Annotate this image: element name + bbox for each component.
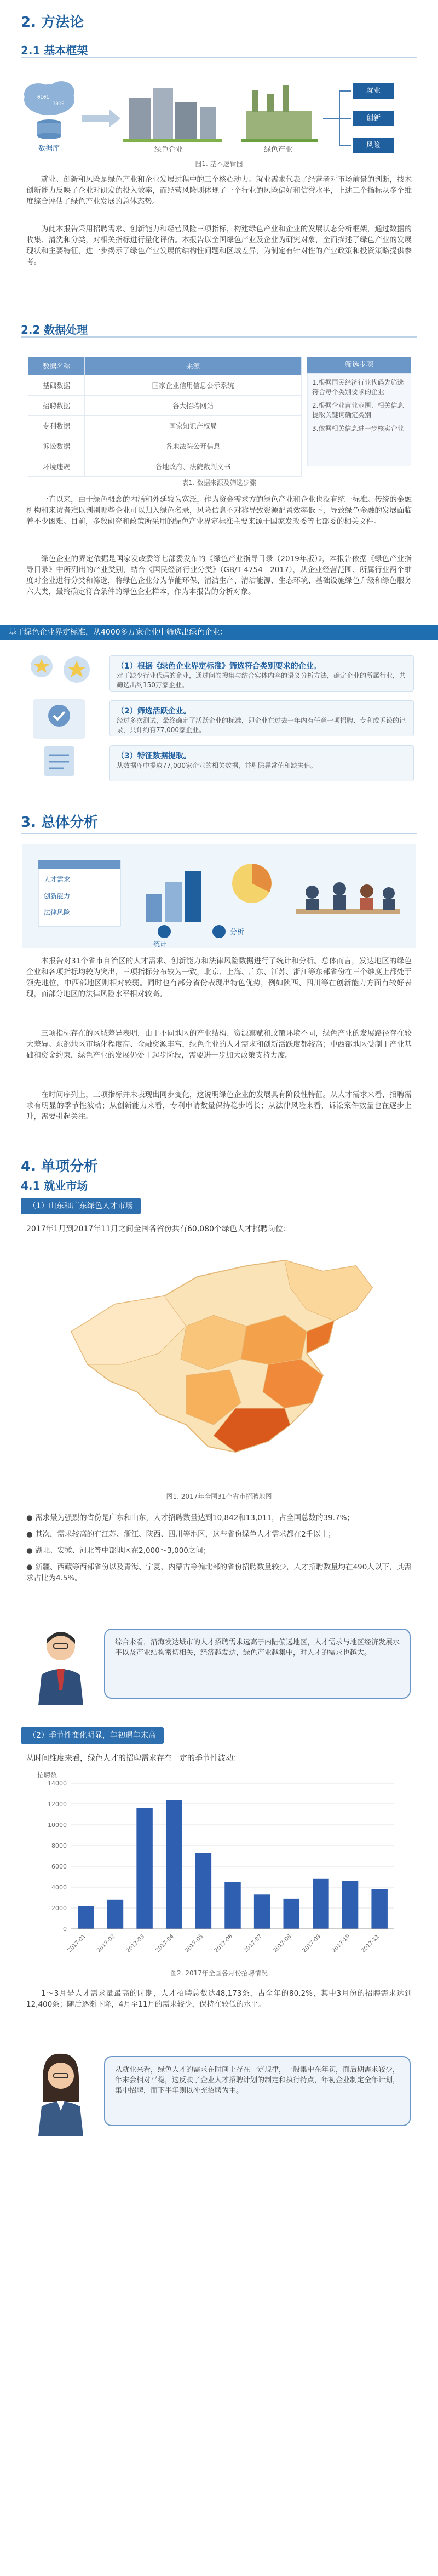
subsection-2-label: （2）季节性变化明显，年初遇年末高: [21, 1727, 164, 1744]
connector-lines: [323, 91, 351, 146]
step-item: 3.依据相关信息进一步核实企业: [312, 425, 404, 432]
china-heatmap: [49, 1244, 389, 1485]
x-tick-label: 2017-01: [66, 1933, 87, 1954]
lead-1: 2017年1月到2017年11月之间全国各省份共有60,080个绿色人才招聘岗位：: [26, 1225, 291, 1233]
x-tick-label: 2017-04: [154, 1933, 175, 1954]
table-cell: 诉讼数据: [28, 436, 85, 456]
list-item: ● 需求最为强烈的省份是广东和山东，人才招聘数量达到10,842和13,011，占全国总数的39.7%；: [26, 1513, 354, 1522]
step-1-card: [110, 655, 414, 692]
bar-icon: [146, 894, 162, 922]
table-cell: 环境违规: [28, 456, 85, 477]
table-cell: 各地法院公开信息: [85, 436, 302, 456]
comment-bubble-2: 从就业来看，绿色人才的需求在时间上存在一定规律，一般集中在年初，而后期需求较少，年末会相对平稳，这反映了企业人才招聘计划的制定和执行特点，年初企业制定全年计划，集中招聘，而下半年则以补充招聘为主。: [104, 2056, 411, 2126]
table-cell: 各地政府、法院裁判文书: [85, 456, 302, 477]
comment-bubble-1: 综合来看，沿海发达城市的人才招聘需求远高于内陆偏远地区，人才需求与地区经济发展水平以及产业结构密切相关，经济越发达，绿色产业越集中，对人才的需求也越大。: [104, 1629, 411, 1699]
bar: [342, 1881, 359, 1929]
table-1-caption: 表1. 数据来源及筛选步骤: [182, 479, 256, 487]
table-cell: 专利数据: [28, 416, 85, 436]
bar: [78, 1906, 94, 1929]
step-2-text: 经过多次测试，最终确定了活跃企业的标准，即企业在过去一年内有任意一项招聘、专利或诉讼的记录，共计约有77,000家企业。: [117, 717, 406, 734]
legend-talent: 人才需求: [44, 876, 71, 883]
paragraph-5: 本报告对31个省市自治区的人才需求、创新能力和法律风险数据进行了统计和分析。总体而言，发达地区的绿色企业和各项指标均较为突出，三项指标分布较为一致，北京、上海、广东、江苏、浙江等东部省份在三个维度上都处于领先地位，中西部地区则相对较弱。同时也有部分省份表现出特色优势，例如陕西、四川等在创新能力方面有较好表现，而部分地区的法律风险水平相对较高。: [26, 957, 412, 998]
table-cell: 招聘数据: [28, 396, 85, 416]
y-tick-label: 12000: [48, 1801, 67, 1808]
paragraph-8: 1～3月是人才需求量最高的时期，人才招聘总数达48,173条，占全年的80.2%，其中3月份的招聘需求达到12,400条；随后逐渐下降，4月至11月的需求较少，保持在较低的水平。: [26, 1989, 412, 2009]
filter-banner: 基于绿色企业界定标准，从4000多万家企业中筛选出绿色企业：: [0, 625, 438, 640]
overview-illustration: [22, 844, 416, 948]
x-tick-label: 2017-11: [360, 1933, 381, 1954]
rating-stars-icon: [22, 650, 104, 787]
findings-list: [26, 1512, 412, 1584]
arrow-icon: [82, 110, 120, 127]
step-1-title: （1）根据《绿色企业界定标准》筛选符合类别要求的企业。: [117, 662, 321, 671]
step-2-card: [110, 700, 414, 736]
paragraph-6: 三项指标存在的区域差异表明，由于不同地区的产业结构、资源禀赋和政策环境不同，绿色产业的发展路径存在较大差异。东部地区市场化程度高、金融资源丰富，绿色企业的人才需求和创新活跃度都较高；中西部地区受制于产业基础和资金约束，绿色产业的发展仍处于起步阶段，需要进一步加大政策支持力度。: [26, 1029, 412, 1060]
bar: [254, 1894, 270, 1929]
x-tick-label: 2017-06: [213, 1933, 234, 1954]
y-tick-label: 10000: [48, 1821, 67, 1829]
bar: [136, 1808, 153, 1929]
bar: [224, 1882, 241, 1929]
bar-chart-svg: [33, 1770, 405, 1962]
paragraph-1: 就业、创新和风险是绿色产业和企业发展过程中的三个核心动力。就业需求代表了经营者对市场前景的判断，技术创新能力反映了企业对研发的投入效率，而经营风险则体现了一个行业的风险偏好和信誉水平，上述三个指标从多个维度综合评估了绿色产业发展的总体态势。: [26, 175, 412, 206]
table-header: 数据名称: [28, 357, 85, 375]
section-2-title: 2. 方法论: [21, 14, 84, 31]
y-axis-label: 招聘数: [37, 1771, 57, 1779]
stats-label: 统计: [153, 940, 167, 948]
monthly-bar-chart: [33, 1770, 405, 1962]
bar: [166, 1800, 182, 1929]
svg-text:1010: 1010: [53, 101, 65, 107]
x-tick-label: 2017-05: [184, 1933, 205, 1954]
paragraph-4: 绿色企业的界定依据是国家发改委等七部委发布的《绿色产业指导目录（2019年版）》，本报告依据《绿色产业指导目录》中所列出的产业类别，结合《国民经济行业分类》（GB/T 4754—2017），从企业经营范围、所属行业两个维度对企业进行分类和筛选，将绿色企业分为节能环保、清洁生产、清洁能源、生态环境、基础设施绿色升级和绿色服务六大类，最终确定符合条件的绿色企业样本，作为本报告的分析对象。: [26, 555, 412, 596]
divider: [21, 833, 417, 834]
table-cell: 国家企业信用信息公示系统: [85, 375, 302, 396]
x-tick-label: 2017-07: [243, 1933, 263, 1954]
step-1-text: 对于缺少行业代码的企业，通过问卷搜集与结合实体内容的语义分析方法，确定企业的所属行业，共筛选出约150万家企业。: [117, 672, 406, 689]
paragraph-7: 在时间序列上，三项指标并未表现出同步变化，这说明绿色企业的发展具有阶段性特征。从人才需求来看，招聘需求有明显的季节性波动；从创新能力来看，专利申请数量保持稳步增长；从法律风险来看，诉讼案件数量也在逐步上升，需要引起关注。: [26, 1090, 412, 1121]
bar: [284, 1899, 300, 1929]
steps-list: [307, 373, 411, 466]
overview-diagram: [22, 844, 416, 948]
chart-caption: 图2. 2017年全国各月份招聘情况: [170, 1969, 268, 1977]
bar-icon: [185, 871, 201, 922]
risk-box: 风险: [353, 138, 394, 153]
legend-innovation: 创新能力: [44, 892, 71, 900]
database-icon: [37, 119, 61, 139]
list-item: ● 新疆、西藏等西部省份以及青海、宁夏、内蒙古等偏北部的省份招聘数量较少，人才招聘数量均在490人以下，其需求占比为4.5%。: [26, 1563, 412, 1583]
table-row: [28, 456, 302, 477]
section-2-1-title: 2.1 基本框架: [21, 44, 88, 57]
legend-legal-risk: 法律风险: [44, 909, 71, 916]
step-2-title: （2）筛选活跃企业。: [117, 707, 191, 716]
table-header: 来源: [85, 357, 302, 375]
lead-2: 从时间维度来看，绿色人才的招聘需求存在一定的季节性波动：: [26, 1754, 241, 1763]
x-tick-label: 2017-09: [301, 1933, 322, 1954]
paragraph-3: 一直以来，由于绿色概念的内涵和外延较为宽泛，作为资金需求方的绿色产业和企业也没有统一标准。传统的金融机构和来访者难以判别哪些企业可以归入绿色名录，风险信息不对称导致资源配置效率低下，导致绿色金融的发展面临着不少困难。目前，多数研究和政策所采用的绿色产业界定标准主要来源于国家发改委等七部委的相关文件。: [26, 495, 412, 526]
table-cell: 国家知识产权局: [85, 416, 302, 436]
industry-label: 绿色产业: [264, 146, 293, 154]
data-source-table: [28, 357, 302, 477]
x-tick-label: 2017-10: [331, 1933, 351, 1954]
china-map: [49, 1244, 389, 1485]
filter-steps: [22, 650, 416, 792]
list-item: ● 湖北、安徽、河北等中部地区在2,000～3,000之间；: [26, 1546, 211, 1555]
x-tick-label: 2017-02: [96, 1933, 117, 1954]
subsection-1-label: （1）山东和广东绿色人才市场: [21, 1198, 141, 1214]
table-row: [28, 396, 302, 416]
paragraph-2: 为此本报告采用招聘需求、创新能力和经营风险三项指标，构建绿色产业和企业的发展状态分析框架，通过数据的收集、清洗和分类，对相关指标进行量化评估。本报告以全国绿色产业及企业为研究对象，全面描述了绿色产业的发展现状和主要特征，进一步揭示了绿色产业发展的结构性问题和区域差异，为制定有针对性的产业政策和投资策略提供参考。: [26, 225, 412, 266]
step-item: 1.根据国民经济行业代码先筛选符合每个类别要求的企业: [312, 379, 404, 396]
y-tick-label: 14000: [48, 1780, 67, 1787]
section-4-1-title: 4.1 就业市场: [21, 1179, 88, 1192]
businesswoman-avatar: [31, 2049, 91, 2137]
list-item: ● 其次，需求较高的有江苏、浙江、陕西、四川等地区，这些省份绿色人才需求都在2千以上；: [26, 1530, 336, 1539]
x-tick-label: 2017-03: [125, 1933, 146, 1954]
industry-plant-icon: [241, 85, 318, 142]
section-3-title: 3. 总体分析: [21, 814, 99, 831]
steps-header: 筛选步骤: [307, 357, 411, 373]
table-row: [28, 436, 302, 456]
section-2-2-title: 2.2 数据处理: [21, 323, 88, 336]
businessman-avatar: [31, 1624, 91, 1706]
divider: [21, 336, 417, 338]
y-tick-label: 4000: [51, 1884, 67, 1891]
figure-1-caption: 图1. 基本逻辑图: [195, 160, 243, 168]
data-source-table-frame: [22, 351, 417, 473]
divider: [21, 57, 417, 58]
enterprise-label: 绿色企业: [154, 146, 183, 154]
analysis-label: 分析: [230, 928, 245, 936]
table-row: [28, 375, 302, 396]
enterprise-buildings-icon: [123, 88, 222, 142]
y-tick-label: 8000: [51, 1842, 67, 1849]
bar-icon: [165, 882, 182, 922]
employment-box: 就业: [353, 83, 394, 99]
bar: [371, 1889, 388, 1929]
y-tick-label: 0: [63, 1926, 67, 1933]
cloud-icon: [24, 81, 74, 115]
step-3-text: 从数据库中提取77,000家企业的相关数据，并剔除异常值和缺失值。: [117, 762, 317, 769]
svg-text:0101: 0101: [37, 95, 49, 100]
bar: [195, 1853, 212, 1929]
y-tick-label: 6000: [51, 1863, 67, 1870]
map-caption: 图1. 2017年全国31个省市招聘地图: [166, 1493, 272, 1500]
step-3-title: （3）特征数据提取。: [117, 752, 191, 761]
bar: [107, 1900, 124, 1929]
step-item: 2.根据企业营业范围、相关信息提取关键词确定类别: [312, 402, 404, 419]
table-cell: 各大招聘网站: [85, 396, 302, 416]
people-meeting-icon: [296, 882, 400, 914]
x-tick-label: 2017-08: [272, 1933, 293, 1954]
framework-figure: [16, 66, 422, 153]
step-3-card: [110, 745, 414, 781]
section-4-title: 4. 单项分析: [21, 1158, 99, 1175]
table-row: [28, 416, 302, 436]
table-cell: 基础数据: [28, 375, 85, 396]
innovation-box: 创新: [353, 111, 394, 126]
y-tick-label: 2000: [51, 1905, 67, 1912]
data-label: 数据库: [38, 145, 60, 153]
bar: [313, 1879, 329, 1929]
